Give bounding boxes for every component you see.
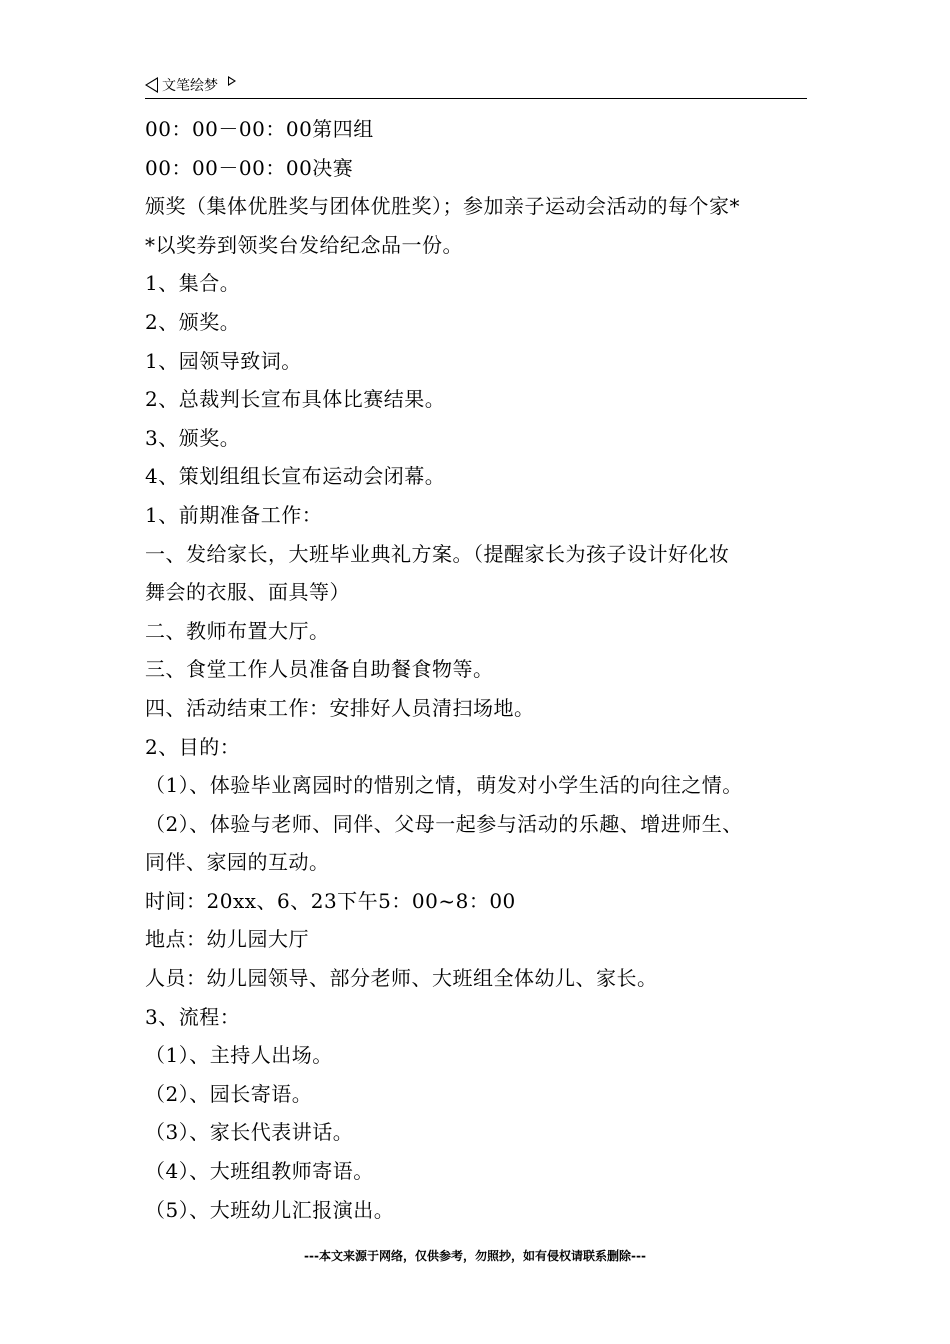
text-line: 2、颁奖。 bbox=[145, 309, 241, 334]
text-line: （5）、大班幼儿汇报演出。 bbox=[145, 1197, 395, 1222]
text-line: 00：00－00：00决赛 bbox=[145, 155, 354, 180]
text-line: 颁奖（集体优胜奖与团体优胜奖）；参加亲子运动会活动的每个家* bbox=[145, 194, 740, 219]
text-line: （2）、体验与老师、同伴、父母一起参与活动的乐趣、增进师生、 bbox=[145, 811, 743, 836]
text-line: 1、前期准备工作： bbox=[145, 502, 323, 527]
text-line: （4）、大班组教师寄语。 bbox=[145, 1159, 374, 1184]
page-footer: ---本文来源于网络，仅供参考，勿照抄，如有侵权请联系删除--- bbox=[304, 1249, 646, 1263]
text-line: *以奖券到领奖台发给纪念品一份。 bbox=[145, 232, 463, 257]
text-line: （3）、家长代表讲话。 bbox=[145, 1120, 354, 1145]
text-line: 四、活动结束工作：安排好人员清扫场地。 bbox=[145, 695, 535, 720]
header-brand: 文笔绘梦 bbox=[162, 78, 218, 94]
text-line: 3、颁奖。 bbox=[145, 425, 241, 450]
text-line: 00：00－00：00第四组 bbox=[145, 117, 374, 141]
text-line: 一、发给家长，大班毕业典礼方案。（提醒家长为孩子设计好化妆 bbox=[145, 541, 730, 566]
text-line: 时间：20xx、6、23下午5：00~8：00 bbox=[145, 888, 516, 913]
text-line: 1、集合。 bbox=[145, 271, 241, 296]
triangle-left-icon bbox=[145, 77, 158, 93]
triangle-right-icon bbox=[228, 76, 236, 86]
text-line: 舞会的衣服、面具等） bbox=[145, 580, 350, 605]
text-line: 2、目的： bbox=[145, 734, 241, 759]
page-header bbox=[145, 72, 807, 99]
text-line: （2）、园长寄语。 bbox=[145, 1081, 313, 1106]
text-line: （1）、主持人出场。 bbox=[145, 1043, 333, 1068]
text-line: （1）、体验毕业离园时的惜别之情，萌发对小学生活的向往之情。 bbox=[145, 773, 743, 798]
text-line: 二、教师布置大厅。 bbox=[145, 618, 330, 643]
document-body bbox=[145, 110, 810, 1229]
text-line: 三、食堂工作人员准备自助餐食物等。 bbox=[145, 657, 494, 682]
text-line: 地点：幼儿园大厅 bbox=[145, 927, 309, 952]
text-line: 3、流程： bbox=[145, 1004, 241, 1029]
text-line: 同伴、家园的互动。 bbox=[145, 850, 330, 875]
text-line: 1、园领导致词。 bbox=[145, 348, 302, 373]
text-line: 2、总裁判长宣布具体比赛结果。 bbox=[145, 387, 446, 412]
text-line: 4、策划组组长宣布运动会闭幕。 bbox=[145, 464, 446, 489]
text-line: 人员：幼儿园领导、部分老师、大班组全体幼儿、家长。 bbox=[145, 966, 658, 991]
